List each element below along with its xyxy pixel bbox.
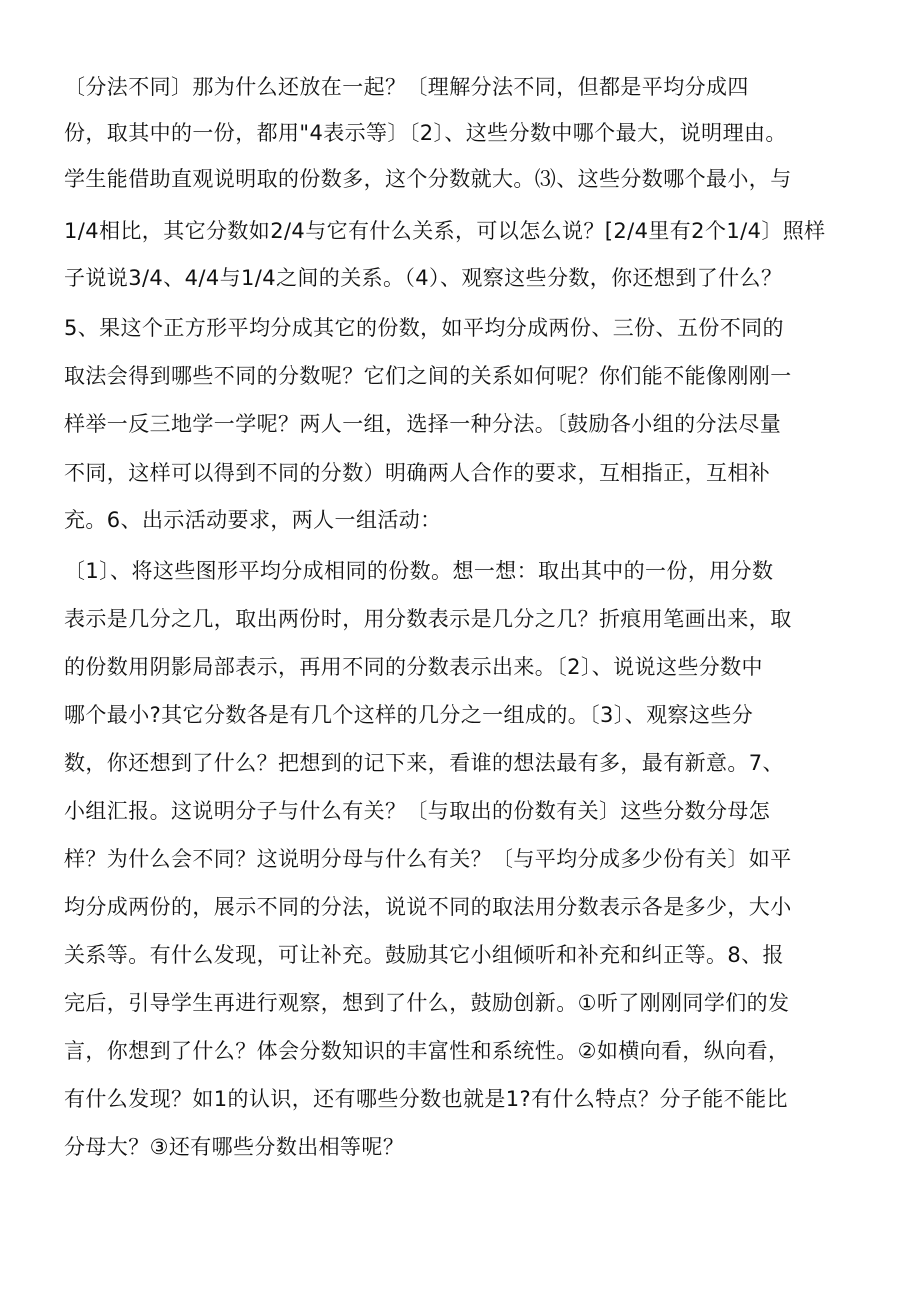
text-line: 哪个最小?其它分数各是有几个这样的几分之一组成的。〔3〕、观察这些分 bbox=[64, 703, 754, 727]
text-line: 取法会得到哪些不同的分数呢？它们之间的关系如何呢？你们能不能像刚刚一 bbox=[64, 364, 792, 388]
text-line: 充。6、出示活动要求，两人一组活动： bbox=[64, 508, 442, 532]
text-line: 完后，引导学生再进行观察，想到了什么，鼓励创新。①听了刚刚同学们的发 bbox=[64, 991, 790, 1015]
text-line: 1/4相比，其它分数如2/4与它有什么关系，可以怎么说？[2/4里有2个1/4〕照样 bbox=[64, 219, 826, 243]
text-line: 样举一反三地学一学呢？两人一组，选择一种分法。〔鼓励各小组的分法尽量 bbox=[64, 412, 782, 436]
text-line: 表示是几分之几，取出两份时，用分数表示是几分之几？折痕用笔画出来，取 bbox=[64, 607, 792, 631]
text-line: 〔1〕、将这些图形平均分成相同的份数。想一想：取出其中的一份，用分数 bbox=[64, 559, 774, 583]
text-line: 份，取其中的一份，都用"4表示等〕〔2〕、这些分数中哪个最大，说明理由。 bbox=[64, 121, 787, 145]
text-line: 子说说3/4、4/4与1/4之间的关系。（4）、观察这些分数，你还想到了什么？ bbox=[64, 266, 783, 290]
text-line: 的份数用阴影局部表示，再用不同的分数表示出来。〔2〕、说说这些分数中 bbox=[64, 655, 763, 679]
text-line: 有什么发现？如1的认识，还有哪些分数也就是1?有什么特点？分子能不能比 bbox=[64, 1087, 788, 1111]
text-line: 均分成两份的，展示不同的分法，说说不同的取法用分数表示各是多少，大小 bbox=[64, 895, 792, 919]
text-line: 不同，这样可以得到不同的分数）明确两人合作的要求，互相指正，互相补 bbox=[64, 461, 771, 485]
text-line: 关系等。有什么发现，可让补充。鼓励其它小组倾听和补充和纠正等。8、报 bbox=[64, 943, 784, 967]
text-line: 样？为什么会不同？这说明分母与什么有关？〔与平均分成多少份有关〕如平 bbox=[64, 847, 792, 871]
text-line: 5、果这个正方形平均分成其它的份数，如平均分成两份、三份、五份不同的 bbox=[64, 316, 784, 340]
text-line: 数，你还想到了什么？把想到的记下来，看谁的想法最有多，最有新意。7、 bbox=[64, 751, 784, 775]
text-line: 小组汇报。这说明分子与什么有关？〔与取出的份数有关〕这些分数分母怎 bbox=[64, 799, 771, 823]
text-line: 学生能借助直观说明取的份数多，这个分数就大。⑶、这些分数哪个最小，与 bbox=[64, 167, 792, 191]
text-line: 〔分法不同〕那为什么还放在一起？〔理解分法不同，但都是平均分成四 bbox=[64, 75, 749, 99]
text-line: 分母大？③还有哪些分数出相等呢？ bbox=[64, 1135, 405, 1159]
text-line: 言，你想到了什么？体会分数知识的丰富性和系统性。②如横向看，纵向看， bbox=[64, 1039, 790, 1063]
